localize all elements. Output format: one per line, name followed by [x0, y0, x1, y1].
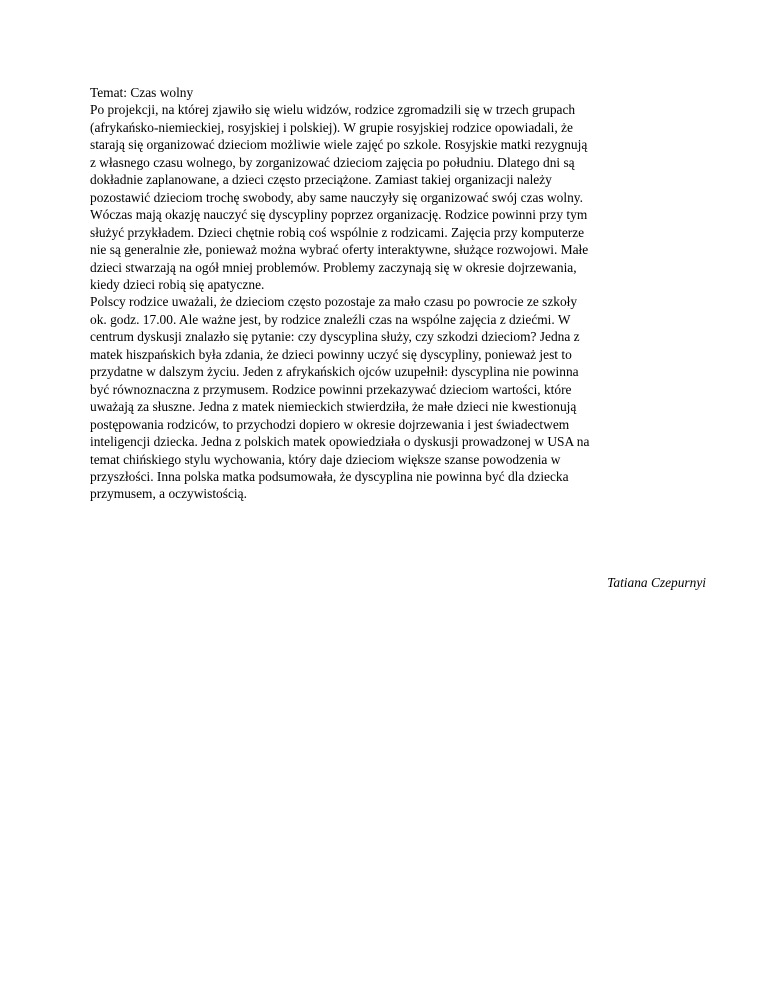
text-line: Po projekcji, na której zjawiło się wielu widzów, rodzice zgromadzili się w trzech grupach	[90, 102, 576, 118]
text-line: pozostawić dzieciom trochę swobody, aby same nauczyły się organizować swój czas wolny.	[90, 189, 583, 205]
author-signature: Tatiana Czepurnyi	[607, 575, 706, 590]
text-line: z własnego czasu wolnego, by zorganizować dzieciom zajęcia po południu. Dlatego dni są	[90, 154, 575, 170]
text-line: inteligencji dziecka. Jedna z polskich matek opowiedziała o dyskusji prowadzonej w USA na	[90, 434, 590, 450]
text-line: przymusem, a oczywistością.	[90, 486, 247, 502]
text-line: być równoznaczna z przymusem. Rodzice powinni przekazywać dzieciom wartości, które	[90, 381, 572, 397]
text-line: służyć przykładem. Dzieci chętnie robią coś wspólnie z rodzicami. Zajęcia przy komputerze	[90, 224, 585, 240]
text-line: ok. godz. 17.00. Ale ważne jest, by rodzice znaleźli czas na wspólne zajęcia z dziećmi. W	[90, 311, 571, 327]
text-line: matek hiszpańskich była zdania, że dzieci powinny uczyć się dyscypliny, ponieważ jest to	[90, 346, 572, 362]
text-line: (afrykańsko-niemieckiej, rosyjskiej i polskiej). W grupie rosyjskiej rodzice opowiadali, że	[90, 119, 573, 135]
text-line: dzieci stwarzają na ogół mniej problemów. Problemy zaczynają się w okresie dojrzewania,	[90, 259, 577, 275]
document-body	[90, 84, 720, 503]
text-line: uważają za słuszne. Jedna z matek niemieckich stwierdziła, że małe dzieci nie kwestionują	[90, 399, 577, 415]
text-line: Polscy rodzice uważali, że dzieciom często pozostaje za mało czasu po powrocie ze szkoły	[90, 294, 578, 310]
text-line: kiedy dzieci robią się apatyczne.	[90, 276, 265, 292]
document-page	[90, 84, 720, 590]
text-line: nie są generalnie złe, ponieważ można wybrać oferty interaktywne, służące rozwojowi. Małe	[90, 242, 589, 258]
text-line: centrum dyskusji znalazło się pytanie: czy dyscyplina służy, czy szkodzi dzieciom? Jedna z	[90, 329, 580, 345]
text-line: starają się organizować dzieciom możliwie wiele zajęć po szkole. Rosyjskie matki rezygnują	[90, 137, 588, 153]
text-line: postępowania rodziców, to przychodzi dopiero w okresie dojrzewania i jest świadectwem	[90, 416, 570, 432]
document-title: Temat: Czas wolny	[90, 85, 194, 100]
text-line: Wóczas mają okazję nauczyć się dyscypliny poprzez organizację. Rodzice powinni przy tym	[90, 207, 588, 223]
text-line: dokładnie zaplanowane, a dzieci często przeciążone. Zamiast takiej organizacji należy	[90, 172, 552, 188]
text-line: temat chińskiego stylu wychowania, który daje dzieciom większe szanse powodzenia w	[90, 451, 561, 467]
text-line: przyszłości. Inna polska matka podsumowała, że dyscyplina nie powinna być dla dziecka	[90, 468, 569, 484]
text-line: przydatne w dalszym życiu. Jeden z afrykańskich ojców uzupełnił: dyscyplina nie powinna	[90, 364, 579, 380]
